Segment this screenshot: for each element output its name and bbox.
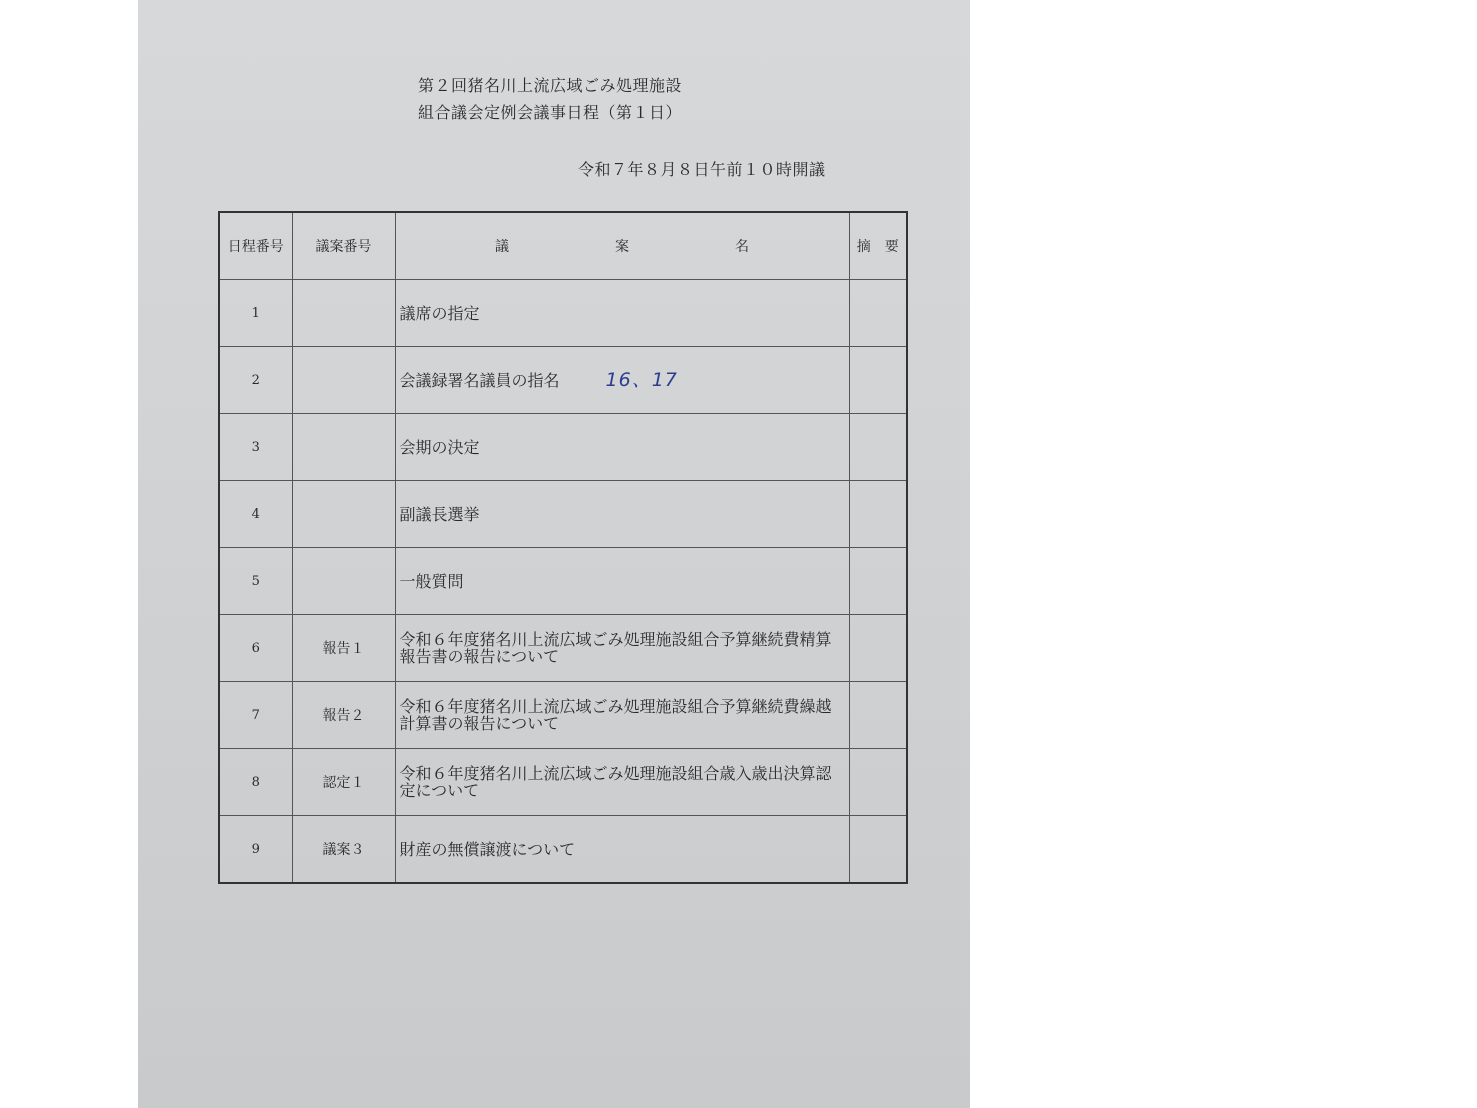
row-bill-name: 令和６年度猪名川上流広域ごみ処理施設組合予算継続費精算報告書の報告について [395,615,849,682]
row-bill-name: 令和６年度猪名川上流広域ごみ処理施設組合予算継続費繰越計算書の報告について [395,682,849,749]
header-bill-name-char-2: 案 [615,239,629,255]
row-bill-name-cell [395,347,849,414]
row-bill-no: 認定１ [292,749,395,816]
row-summary [849,347,907,414]
header-schedule-no: 日程番号 [219,212,292,280]
row-bill-no [292,481,395,548]
row-summary [849,481,907,548]
header-bill-no: 議案番号 [292,212,395,280]
table-row [219,347,907,414]
row-schedule-no: 4 [219,481,292,548]
table-row [219,682,907,749]
row-schedule-no: 6 [219,615,292,682]
row-summary [849,682,907,749]
row-schedule-no: 9 [219,816,292,884]
row-bill-no [292,414,395,481]
table-row [219,548,907,615]
document-title [418,72,682,126]
row-schedule-no: 7 [219,682,292,749]
table-row [219,749,907,816]
row-bill-no: 報告２ [292,682,395,749]
row-bill-no: 議案３ [292,816,395,884]
row-bill-name: 会期の決定 [395,414,849,481]
row-bill-name: 会議録署名議員の指名 [399,370,560,390]
row-summary [849,816,907,884]
row-summary [849,749,907,816]
row-summary [849,548,907,615]
row-bill-no [292,347,395,414]
row-schedule-no: 2 [219,347,292,414]
row-bill-no: 報告１ [292,615,395,682]
header-bill-name [395,212,849,280]
agenda-table [218,211,908,884]
row-bill-no [292,548,395,615]
row-bill-name: 一般質問 [395,548,849,615]
title-line-1: 第２回猪名川上流広域ごみ処理施設 [418,76,683,95]
table-row [219,481,907,548]
row-bill-no [292,280,395,347]
row-summary [849,414,907,481]
table-row [219,414,907,481]
row-bill-name: 令和６年度猪名川上流広域ごみ処理施設組合歳入歳出決算認定について [395,749,849,816]
row-bill-name: 議席の指定 [395,280,849,347]
title-line-2: 組合議会定例会議事日程（第１日） [418,103,683,122]
row-bill-name: 財産の無償譲渡について [395,816,849,884]
table-row [219,816,907,884]
row-schedule-no: 5 [219,548,292,615]
handwritten-note: 16、17 [605,368,678,391]
header-bill-name-char-1: 議 [495,239,509,255]
row-summary [849,615,907,682]
table-row [219,280,907,347]
row-bill-name: 副議長選挙 [395,481,849,548]
row-schedule-no: 8 [219,749,292,816]
row-schedule-no: 3 [219,414,292,481]
row-schedule-no: 1 [219,280,292,347]
table-header-row [219,212,907,280]
header-bill-name-char-3: 名 [735,239,749,255]
session-date: 令和７年８月８日午前１０時開議 [578,160,826,179]
row-summary [849,280,907,347]
header-summary: 摘 要 [849,212,907,280]
table-row [219,615,907,682]
